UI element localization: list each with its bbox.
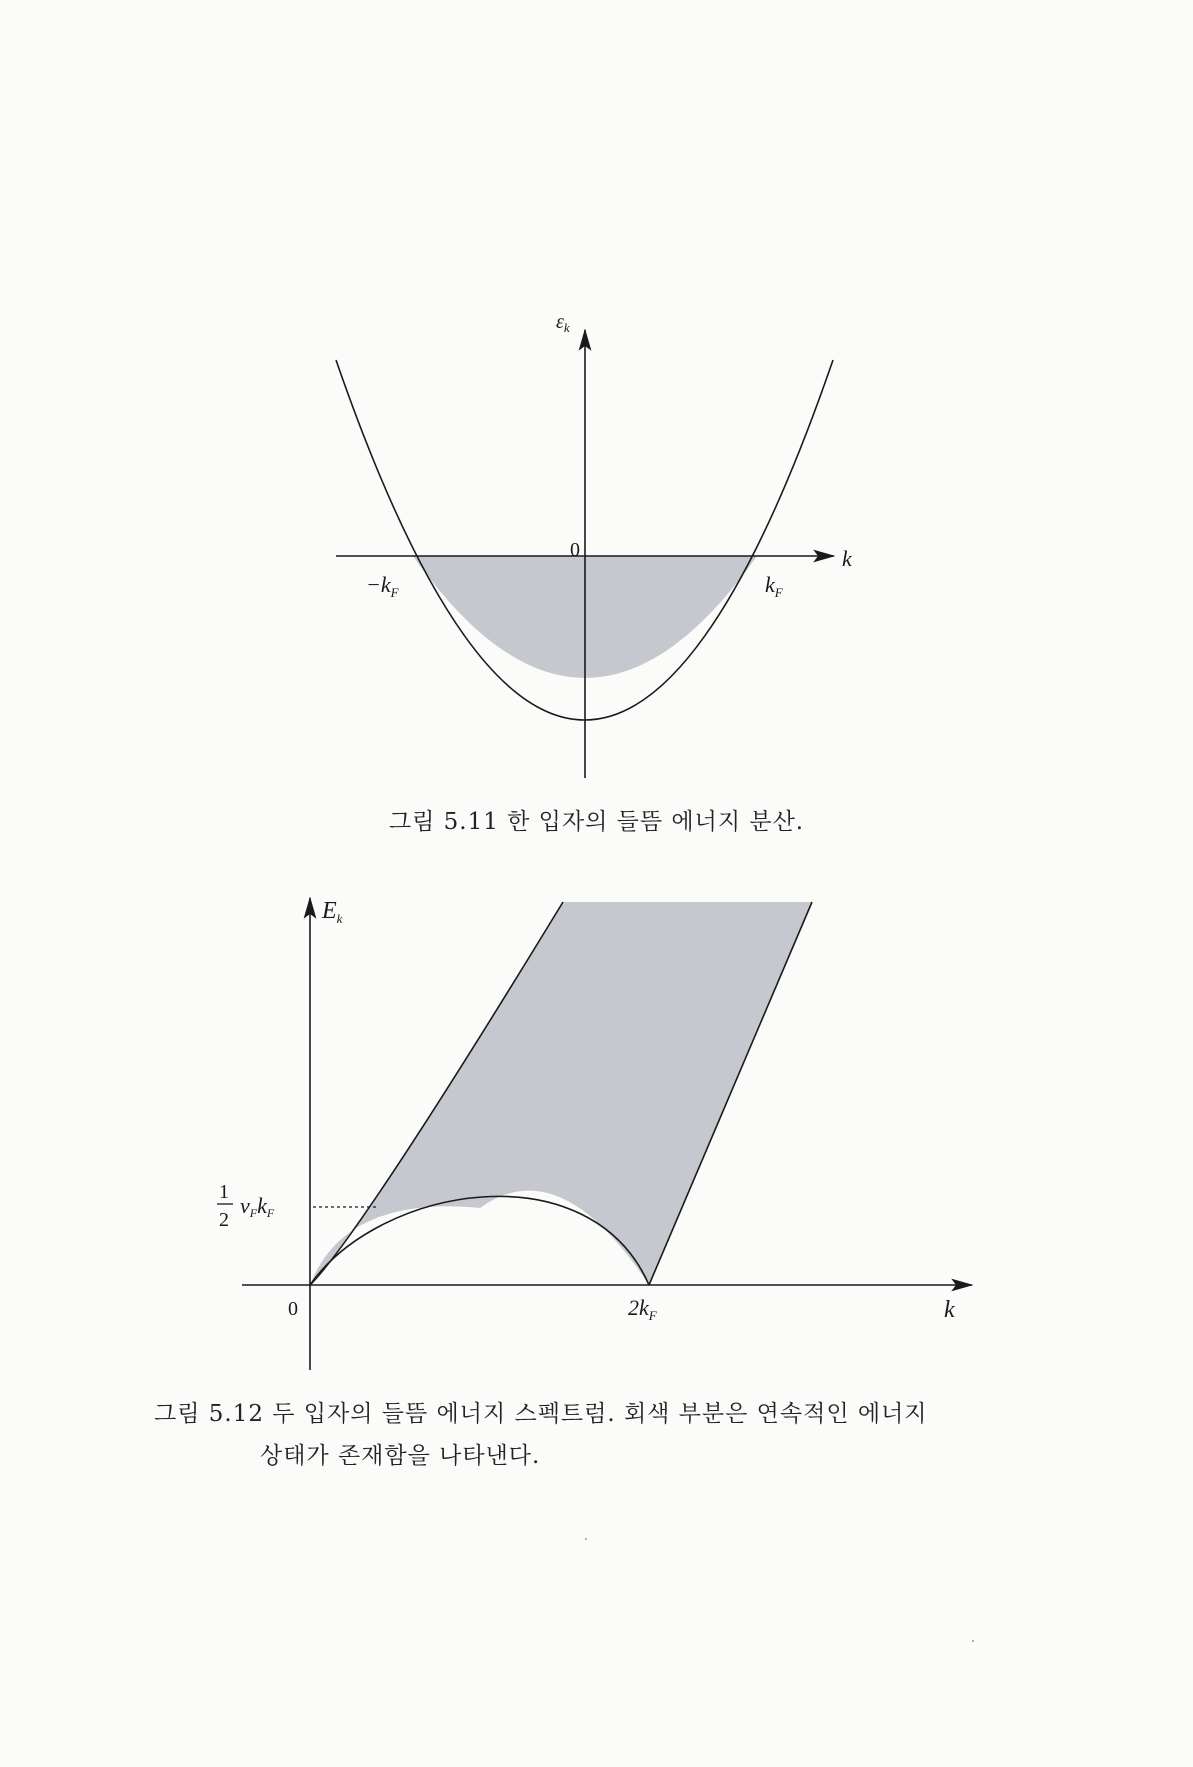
continuum-region xyxy=(310,902,812,1285)
k-axis-label: k xyxy=(842,546,852,571)
fraction-denominator: 2 xyxy=(219,1209,229,1231)
origin-label: 0 xyxy=(570,539,580,561)
two-kf-label: $2k_F$ xyxy=(628,1295,657,1323)
neg-kf-label: $-k_F$ xyxy=(366,572,399,600)
k-axis-label-2: k xyxy=(944,1297,955,1323)
scan-speck xyxy=(585,1538,587,1540)
caption-line-1: 그림 5.12 두 입자의 들뜸 에너지 스펙트럼. 회색 부분은 연속적인 에너지 xyxy=(154,1401,928,1427)
figure-5-12-caption xyxy=(154,1393,1054,1477)
caption-line-2: 상태가 존재함을 나타낸다. xyxy=(260,1443,541,1469)
figure-5-11-caption: 그림 5.11 한 입자의 들뜸 에너지 분산. xyxy=(388,809,805,835)
epsilon-k-label: $\varepsilon_k$ xyxy=(556,311,570,335)
E-k-label: $E_k$ xyxy=(322,898,343,926)
fraction-numerator: 1 xyxy=(219,1181,229,1203)
scan-speck-2 xyxy=(972,1640,974,1642)
vf-kf-label: vFkF xyxy=(240,1193,275,1220)
kf-label: $k_F$ xyxy=(765,572,783,600)
origin-label-2: 0 xyxy=(288,1298,298,1320)
